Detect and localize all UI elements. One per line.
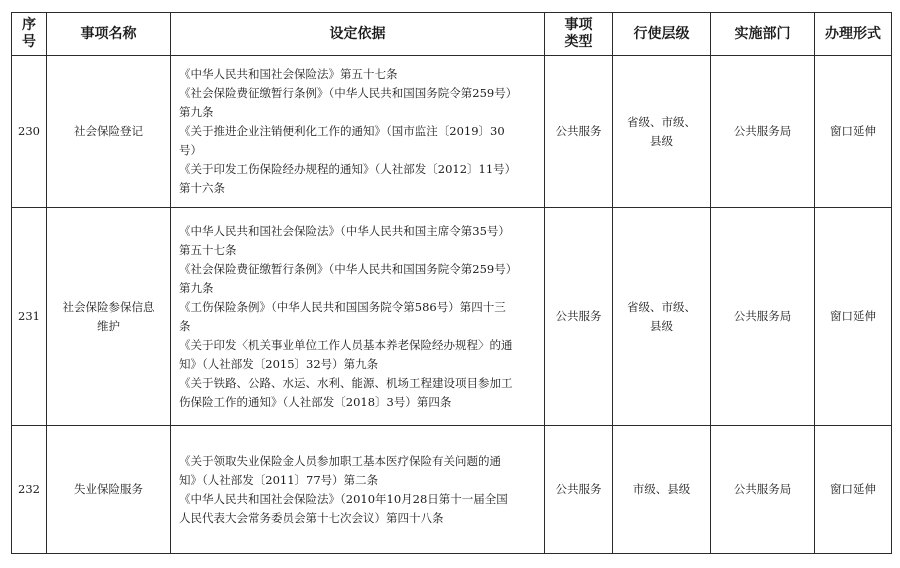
item-name: 社会保险参保信息 维护 xyxy=(47,208,171,426)
handling-form: 窗口延伸 xyxy=(815,56,892,208)
basis-entry: 《关于印发〈机关事业单位工作人员基本养老保险经办规程〉的通 知》（人社部发〔2015〕32号）第九条 xyxy=(179,337,513,371)
basis-entry: 《中华人民共和国社会保险法》（中华人民共和国主席令第35号） 第五十七条 xyxy=(179,223,510,257)
department: 公共服务局 xyxy=(711,208,815,426)
legal-basis xyxy=(171,426,545,554)
basis-entry: 《关于铁路、公路、水运、水利、能源、机场工程建设项目参加工 伤保险工作的通知》（人社部发〔2018〕3号）第四条 xyxy=(179,375,513,409)
basis-entry: 《关于印发工伤保险经办规程的通知》（人社部发〔2012〕11号） 第十六条 xyxy=(179,162,517,195)
header-no: 序 号 xyxy=(12,13,47,56)
department: 公共服务局 xyxy=(711,56,815,208)
table-row xyxy=(12,56,892,208)
header-item-type: 事项 类型 xyxy=(545,13,613,56)
item-type: 公共服务 xyxy=(545,208,613,426)
exercise-level: 省级、市级、 县级 xyxy=(613,208,711,426)
row-number: 232 xyxy=(12,426,47,554)
header-legal-basis: 设定依据 xyxy=(171,13,545,56)
item-type: 公共服务 xyxy=(545,426,613,554)
header-row xyxy=(12,13,892,56)
item-type: 公共服务 xyxy=(545,56,613,208)
row-number: 231 xyxy=(12,208,47,426)
basis-entry: 《中华人民共和国社会保险法》（2010年10月28日第十一届全国 人民代表大会常务委员会第十七次会议）第四十八条 xyxy=(179,491,508,525)
row-number: 230 xyxy=(12,56,47,208)
basis-entry: 《社会保险费征缴暂行条例》（中华人民共和国国务院令第259号） 第九条 xyxy=(179,86,518,119)
item-name: 社会保险登记 xyxy=(47,56,171,208)
table-row xyxy=(12,208,892,426)
header-handling-form: 办理形式 xyxy=(815,13,892,56)
basis-entry: 《社会保险费征缴暂行条例》（中华人民共和国国务院令第259号） 第九条 xyxy=(179,261,518,295)
header-department: 实施部门 xyxy=(711,13,815,56)
exercise-level: 市级、县级 xyxy=(613,426,711,554)
department: 公共服务局 xyxy=(711,426,815,554)
exercise-level: 省级、市级、 县级 xyxy=(613,56,711,208)
item-name: 失业保险服务 xyxy=(47,426,171,554)
basis-entry: 《中华人民共和国社会保险法》第五十七条 xyxy=(179,67,398,81)
legal-basis xyxy=(171,208,545,426)
basis-entry: 《工伤保险条例》（中华人民共和国国务院令第586号）第四十三 条 xyxy=(179,299,506,333)
header-item-name: 事项名称 xyxy=(47,13,171,56)
table-row xyxy=(12,426,892,554)
handling-form: 窗口延伸 xyxy=(815,426,892,554)
items-table xyxy=(11,12,892,554)
basis-entry: 《关于领取失业保险金人员参加职工基本医疗保险有关问题的通 知》（人社部发〔2011〕77号）第二条 xyxy=(179,453,501,487)
legal-basis xyxy=(171,56,545,208)
header-exercise-level: 行使层级 xyxy=(613,13,711,56)
handling-form: 窗口延伸 xyxy=(815,208,892,426)
basis-entry: 《关于推进企业注销便利化工作的通知》（国市监注〔2019〕30 号） xyxy=(179,124,505,157)
